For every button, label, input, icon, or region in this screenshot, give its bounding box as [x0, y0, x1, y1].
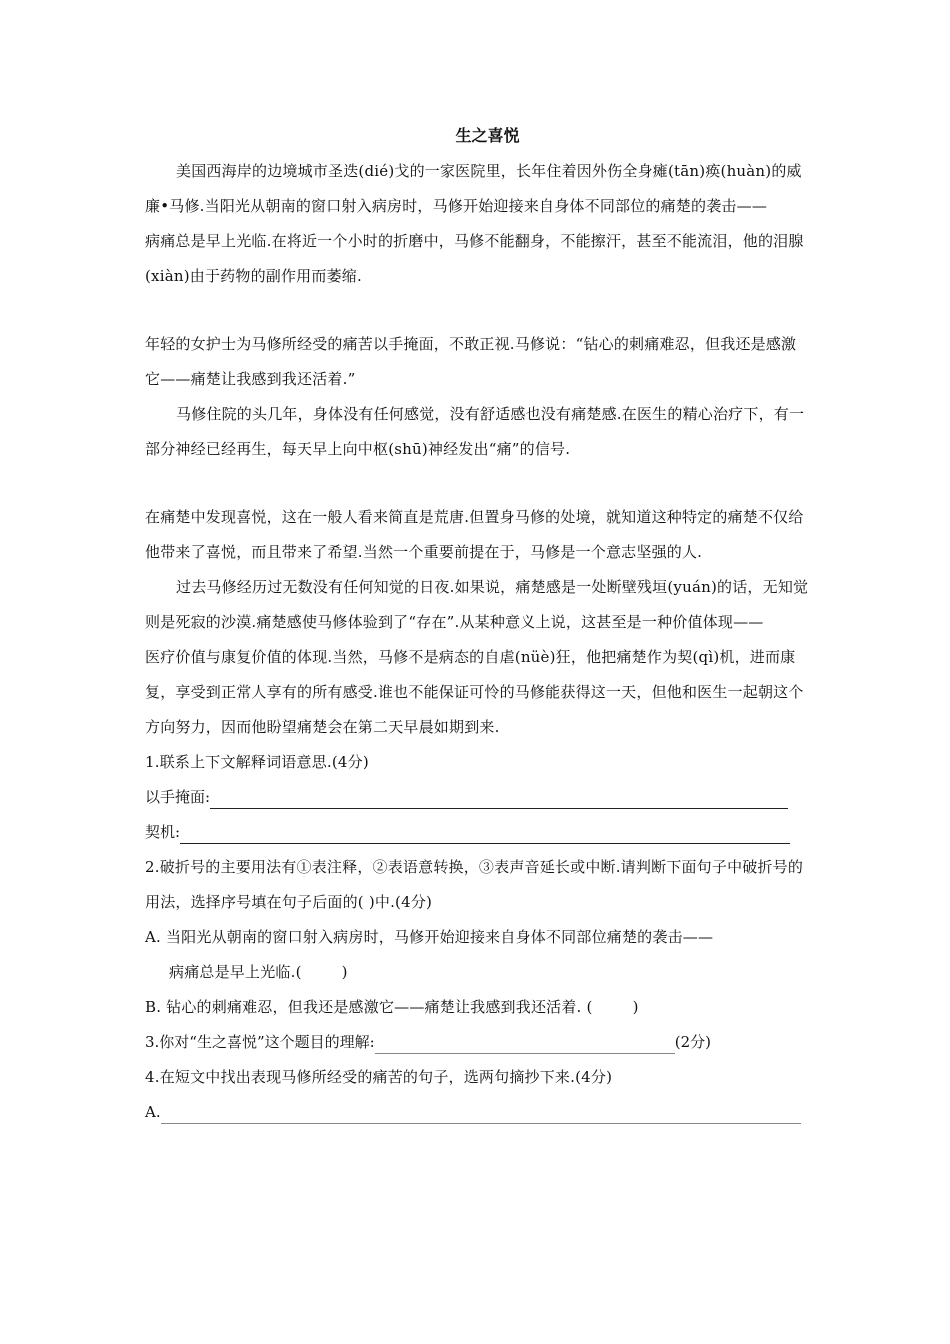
- answer-line-3[interactable]: [375, 1029, 675, 1054]
- question-1: 1.联系上下文解释词语意思.(4分): [145, 753, 369, 771]
- question-4: 4.在短文中找出表现马修所经受的痛苦的句子，选两句摘抄下来.(4分): [145, 1068, 613, 1086]
- answer-line-4a[interactable]: [161, 1099, 801, 1124]
- paragraph-gap: [145, 294, 810, 327]
- question-2-option-a-line1: A. 当阳光从朝南的窗口射入病房时，马修开始迎接来自身体不同部位痛楚的袭击——: [145, 928, 714, 946]
- question-4-item-a: [145, 1095, 810, 1130]
- question-2-option-b: [145, 990, 810, 1025]
- question-2-a-text: 病痛总是早上光临.(: [169, 963, 302, 981]
- question-4-a-label: A.: [145, 1103, 161, 1121]
- paragraph-6: 过去马修经历过无数没有任何知觉的日夜.如果说，痛楚感是一处断壁残垣(yuán)的话，无知觉则是死寂的沙漠.痛楚感使马修体验到了“存在”.从某种意义上说，这甚至是一种价值体现——: [145, 578, 809, 631]
- question-1-b-label: 契机:: [145, 823, 181, 841]
- question-3-suffix: (2分): [674, 1033, 711, 1051]
- question-2-a-close: ): [341, 963, 348, 981]
- question-2-option-a-line2: [145, 955, 810, 990]
- question-1-a-label: 以手掩面:: [145, 788, 211, 806]
- document-page: [145, 118, 810, 1130]
- paragraph-3: 年轻的女护士为马修所经受的痛苦以手掩面，不敢正视.马修说：“钻心的刺痛难忍，但我还是感激它——痛楚让我感到我还活着.”: [145, 335, 797, 388]
- paragraph-7: 医疗价值与康复价值的体现.当然，马修不是病态的自虐(nüè)狂，他把痛楚作为契(qì)机，进而康复，享受到正常人享有的所有感受.谁也不能保证可怜的马修能获得这一天，但他和医生一起朝这个方向努力，因而他盼望痛楚会在第二天早晨如期到来.: [145, 648, 804, 736]
- question-3-prefix: 3.你对“生之喜悦”这个题目的理解:: [145, 1033, 375, 1051]
- paragraph-4: 马修住院的头几年，身体没有任何感觉，没有舒适感也没有痛楚感.在医生的精心治疗下，有一部分神经已经再生，每天早上向中枢(shū)神经发出“痛”的信号.: [145, 405, 805, 458]
- paragraph-1: 美国西海岸的边境城市圣迭(dié)戈的一家医院里，长年住着因外伤全身瘫(tān)痪(huàn)的威廉•马修.当阳光从朝南的窗口射入病房时，马修开始迎接来自身体不同部位的痛楚的袭击——: [145, 162, 802, 215]
- document-title: 生之喜悦: [455, 126, 520, 145]
- question-2-b-close: ): [632, 998, 639, 1016]
- paragraph-2: 病痛总是早上光临.在将近一个小时的折磨中，马修不能翻身，不能擦汗，甚至不能流泪，他的泪腺(xiàn)由于药物的副作用而萎缩.: [145, 232, 804, 285]
- question-3: [145, 1025, 810, 1060]
- question-1-item-b: [145, 815, 810, 850]
- question-1-item-a: [145, 780, 810, 815]
- answer-line-1a[interactable]: [210, 784, 788, 809]
- question-2: 2.破折号的主要用法有①表注释，②表语意转换，③表声音延长或中断.请判断下面句子中破折号的用法，选择序号填在句子后面的( )中.(4分): [145, 858, 804, 911]
- question-2-b-text: B. 钻心的刺痛难忍，但我还是感激它——痛楚让我感到我还活着. (: [145, 998, 593, 1016]
- answer-line-1b[interactable]: [180, 819, 790, 844]
- paragraph-gap: [145, 467, 810, 500]
- paragraph-5: 在痛楚中发现喜悦，这在一般人看来简直是荒唐.但置身马修的处境，就知道这种特定的痛楚不仅给他带来了喜悦，而且带来了希望.当然一个重要前提在于，马修是一个意志坚强的人.: [145, 508, 804, 561]
